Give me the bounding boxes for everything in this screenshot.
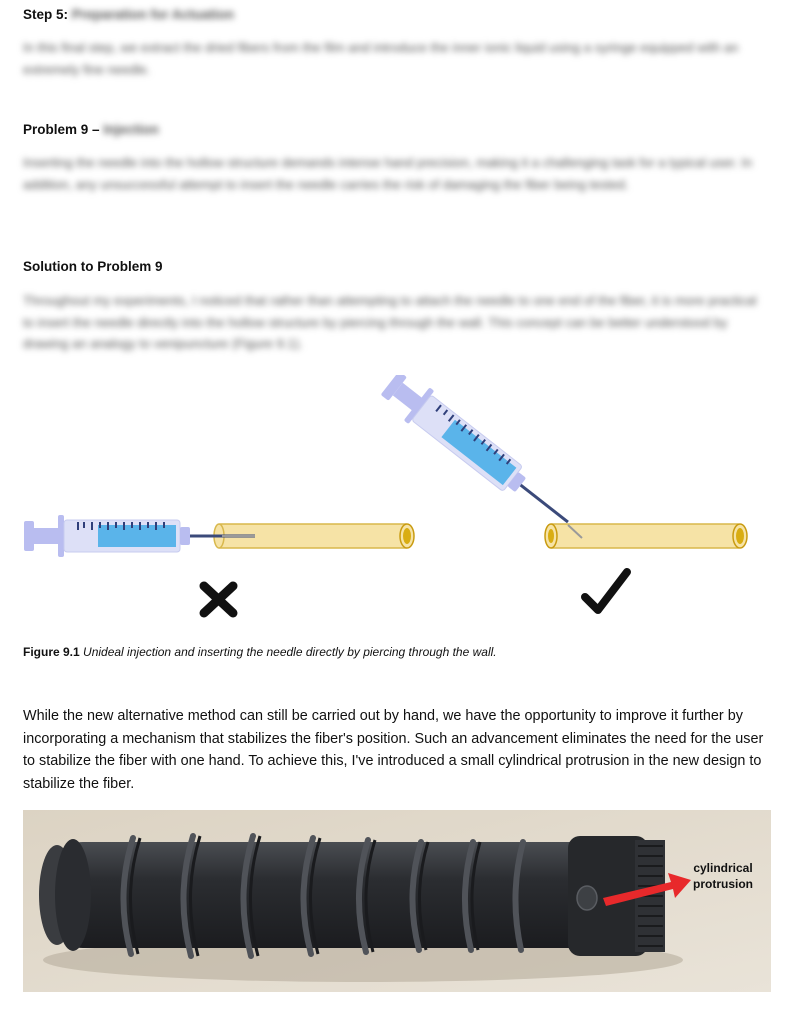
step5-title: Preparation for Actuation (71, 7, 235, 22)
step5-paragraph: In this final step, we extract the dried fibers from the film and introduce the inner ionic liquid using a syringe equipped with an extremely fine needle. (23, 40, 739, 77)
solution9-heading: Solution to Problem 9 (23, 259, 163, 274)
problem9-paragraph: Inserting the needle into the hollow structure demands intense hand precision, making it a challenging task for a typical user. In addition, any unsuccessful attempt to insert the needle carries the risk of damaging the fiber being tested. (23, 155, 753, 192)
photo-label-line1: cylindrical (693, 861, 753, 875)
problem9-title: Injection (103, 122, 159, 137)
device-photo (23, 810, 771, 992)
solution9-paragraph: Throughout my experiments, I noticed that rather than attempting to attach the needle to one end of the fiber, it is more practical to insert the needle directly into the hollow structure by piercing through the wall. This concept can be better understood by drawing an analogy to venipuncture (Figure 9.1). (23, 293, 757, 351)
problem9-heading (23, 122, 159, 137)
figure-label: Figure 9.1 (23, 645, 80, 659)
photo-label-line2: protrusion (693, 877, 753, 891)
cross-icon (204, 586, 233, 613)
right-syringe (377, 375, 581, 539)
figure-caption (23, 645, 497, 659)
checkmark-icon (585, 572, 627, 610)
figure-caption-text: Unideal injection and inserting the needle directly by piercing through the wall. (83, 645, 497, 659)
cylindrical-protrusion (577, 886, 597, 910)
problem9-prefix: Problem 9 – (23, 122, 100, 137)
left-syringe (24, 515, 255, 557)
figure-illustration (0, 375, 785, 635)
step5-heading (23, 7, 234, 22)
body-paragraph: While the new alternative method can still be carried out by hand, we have the opportunity to improve it further by incorporating a mechanism that stabilizes the fiber's position. Such an advancement eliminates the need for the user to stabilize the fiber with one hand. To achieve this, I've introduced a small cylindrical protrusion in the new design to stabilize the fiber. (23, 708, 764, 792)
right-fiber (545, 524, 747, 548)
step5-prefix: Step 5: (23, 7, 69, 22)
